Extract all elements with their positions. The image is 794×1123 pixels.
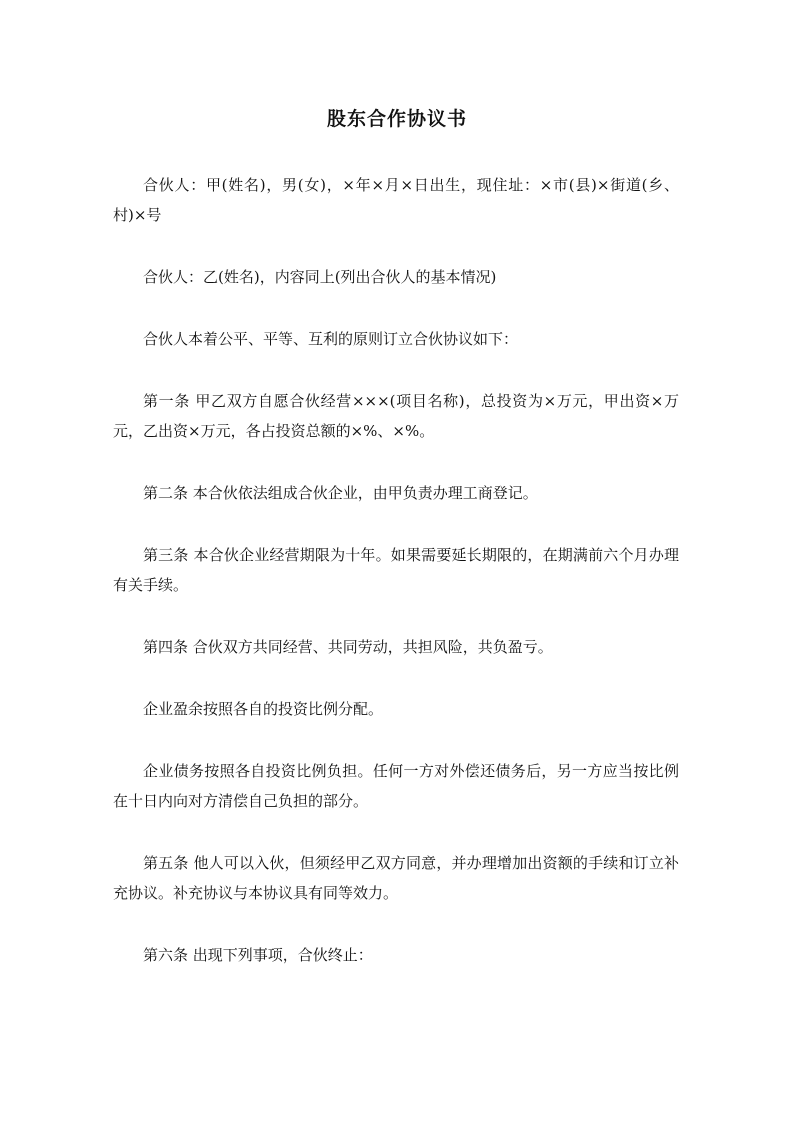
- paragraph-article-1: 第一条 甲乙双方自愿合伙经营×××(项目名称)，总投资为×万元，甲出资×万元，乙出资×万元，各占投资总额的×%、×%。: [113, 392, 679, 440]
- document-title: 股东合作协议书: [326, 108, 467, 130]
- document-body: [113, 170, 679, 1002]
- paragraph-debt-sharing: 企业债务按照各自投资比例负担。任何一方对外偿还债务后，另一方应当按比例在十日内向对方清偿自己负担的部分。: [113, 762, 679, 810]
- paragraph-preamble: 合伙人本着公平、平等、互利的原则订立合伙协议如下：: [143, 330, 519, 348]
- paragraph-article-5: 第五条 他人可以入伙，但须经甲乙双方同意，并办理增加出资额的手续和订立补充协议。补充协议与本协议具有同等效力。: [113, 854, 679, 902]
- paragraph-article-4: 第四条 合伙双方共同经营、共同劳动，共担风险，共负盈亏。: [143, 638, 553, 656]
- paragraph-article-6: 第六条 出现下列事项，合伙终止：: [143, 946, 373, 964]
- paragraph-article-3: 第三条 本合伙企业经营期限为十年。如果需要延长期限的，在期满前六个月办理有关手续。: [113, 546, 679, 594]
- paragraph-partner-b: 合伙人：乙(姓名)，内容同上(列出合伙人的基本情况): [143, 268, 497, 286]
- paragraph-profit-distribution: 企业盈余按照各自的投资比例分配。: [143, 700, 384, 718]
- paragraph-partner-a: 合伙人：甲(姓名)，男(女)，×年×月×日出生，现住址：×市(县)×街道(乡、村)×号: [113, 176, 679, 224]
- paragraph-article-2: 第二条 本合伙依法组成合伙企业，由甲负责办理工商登记。: [143, 484, 538, 502]
